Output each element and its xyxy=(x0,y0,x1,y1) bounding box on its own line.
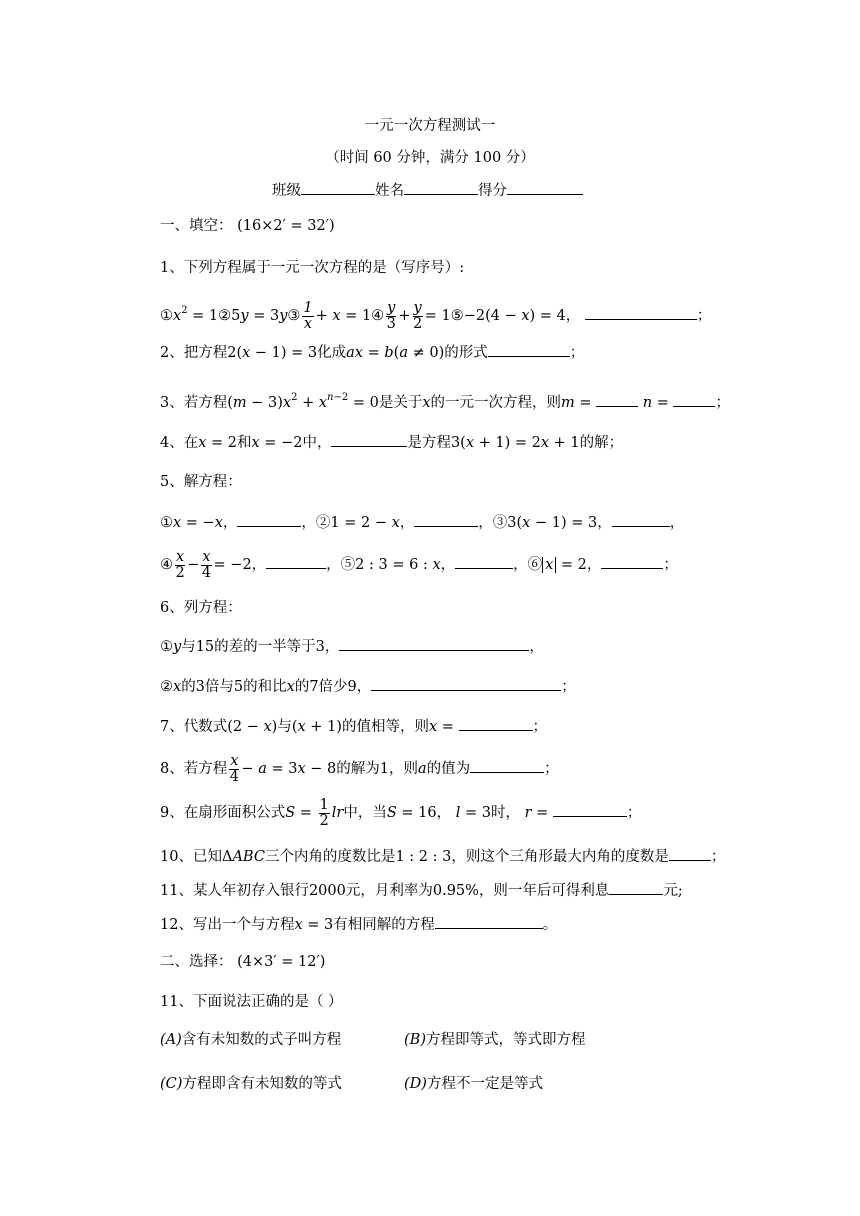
answer-blank xyxy=(331,432,407,447)
question-3: 3、若方程$(m - 3)x^2 + x^{n-2} = 0$是关于x的一元一次方程，则m = n = ； xyxy=(160,392,730,411)
q4-text: 4、在 xyxy=(160,435,199,451)
q9-text: 时， xyxy=(490,805,520,821)
q6-text: 的7倍少9， xyxy=(294,679,372,695)
question-11: 11、某人年初存入银行2000元，月利率为0.95%，则一年后可得利息 元; xyxy=(160,880,683,901)
q9-text: 中，当 xyxy=(343,805,387,821)
q11-text: 元，月利率为 xyxy=(345,883,433,899)
question-1: 1、下列方程属于一元一次方程的是（写序号）: xyxy=(160,260,465,276)
q4-text: 中， xyxy=(302,435,332,451)
q10-text: ，则这个三角形最大内角的度数是 xyxy=(451,849,669,865)
question-4: 4、在x = 2和x = −2中， 是方程3(x + 1) = 2x + 1的解； xyxy=(160,432,623,453)
q7-text: 与 xyxy=(277,719,292,735)
question-8: 8、若方程 $\frac{x}{4}$ − a = 3x − 8的解为1，则a的值为 ； xyxy=(160,752,559,785)
option-key: (A) xyxy=(160,1032,182,1048)
fraction: $\frac{y}{3}$ xyxy=(386,299,396,332)
question-6-2: ②x的3倍与5的和比x的7倍少9， ； xyxy=(160,676,576,697)
answer-blank xyxy=(435,914,543,929)
fraction: $\frac{1}{2}$ xyxy=(319,796,329,829)
name-blank xyxy=(404,180,478,195)
option-c xyxy=(160,1074,342,1094)
score-blank xyxy=(507,180,583,195)
q2-text: 化成 xyxy=(317,345,347,361)
score-label: 得分 xyxy=(478,183,507,199)
q10-text: 三个内角的度数比是 xyxy=(264,849,396,865)
question-9: 9、在扇形面积公式S = $\frac{1}{2}$ lr中，当S = 16， l = 3时， r = ； xyxy=(160,796,642,829)
answer-blank xyxy=(553,802,627,817)
q9-text: 9、在扇形面积公式 xyxy=(160,805,286,821)
option-key: (B) xyxy=(404,1032,426,1048)
class-blank xyxy=(301,180,375,195)
question-10: 10、已知ΔABC三个内角的度数比是1 : 2 : 3，则这个三角形最大内角的度数是 ； xyxy=(160,846,725,867)
option-key: (D) xyxy=(404,1076,427,1092)
page-subtitle: （时间 60 分钟，满分 100 分） xyxy=(325,150,535,166)
info-row xyxy=(272,180,583,201)
question-7: 7、代数式(2 − x)与(x + 1)的值相等，则x = ； xyxy=(160,716,547,737)
q6-text: 与15的差的一半等于3， xyxy=(181,639,340,655)
answer-blank xyxy=(339,636,529,651)
question-6: 6、列方程： xyxy=(160,600,242,616)
q8-text: 的解为1，则 xyxy=(336,761,418,777)
q3-text: 3、若方程 xyxy=(160,395,228,411)
answer-blank xyxy=(609,880,663,895)
q7-text: 7、代数式 xyxy=(160,719,228,735)
q6-text: 的3倍与5的和比 xyxy=(181,679,287,695)
option-d xyxy=(404,1074,543,1094)
section2-heading xyxy=(160,952,325,972)
option-key: (C) xyxy=(160,1076,183,1092)
section1-points: (16×2′ = 32′) xyxy=(237,218,335,234)
option-a xyxy=(160,1030,341,1050)
section1-heading xyxy=(160,216,335,236)
q4-text: 的解； xyxy=(579,435,624,451)
answer-blank xyxy=(455,554,513,569)
q2-text: 的形式 xyxy=(444,345,488,361)
q3-text: 是关于 xyxy=(378,395,423,411)
q12-text: 有相同解的方程 xyxy=(333,917,435,933)
question-5-row-1: ①x = −x， ，②1 = 2 − x， ，③3(x − 1) = 3， ， xyxy=(160,512,684,533)
option-text: 方程不一定是等式 xyxy=(426,1076,543,1092)
q8-text: 8、若方程 xyxy=(160,761,228,777)
section2-title: 二、选择： xyxy=(160,954,233,970)
name-label: 姓名 xyxy=(375,183,404,199)
fraction: $\frac{1}{x}$ xyxy=(303,299,313,332)
page-title: 一元一次方程测试一 xyxy=(364,118,496,134)
answer-blank xyxy=(673,392,715,407)
fraction: $\frac{x}{4}$ xyxy=(229,752,239,785)
answer-blank xyxy=(669,846,711,861)
q7-text: 的值相等，则 xyxy=(341,719,429,735)
option-text: 方程即含有未知数的等式 xyxy=(182,1076,342,1092)
question-2: 2、把方程2(x − 1) = 3化成ax = b(a ≠ 0)的形式 ； xyxy=(160,342,584,363)
answer-blank xyxy=(414,512,478,527)
q11-text: ，则一年后可得利息 xyxy=(478,883,610,899)
answer-blank xyxy=(237,512,301,527)
question-5: 5、解方程： xyxy=(160,474,242,490)
q3-text: 的一元一次方程，则 xyxy=(430,395,562,411)
section1-title: 一、填空： xyxy=(160,218,233,234)
class-label: 班级 xyxy=(272,183,301,199)
q10-text: 10、已知 xyxy=(160,849,222,865)
question-5-row-2: ④ $\frac{x}{2}$ − $\frac{x}{4}$ = −2， ，⑤2 : 3 = 6 : x， ，⑥ x = 2， ； xyxy=(160,548,678,581)
question-12: 12、写出一个与方程x = 3有相同解的方程 。 xyxy=(160,914,557,935)
q11-text: 11、某人年初存入银行 xyxy=(160,883,309,899)
answer-blank xyxy=(585,305,697,320)
answer-blank xyxy=(266,554,326,569)
answer-blank xyxy=(488,342,570,357)
option-text: 含有未知数的式子叫方程 xyxy=(181,1032,342,1048)
answer-blank xyxy=(459,716,533,731)
q4-text: 是方程 xyxy=(407,435,451,451)
answer-blank xyxy=(612,512,670,527)
fraction: $\frac{y}{2}$ xyxy=(413,299,423,332)
answer-blank xyxy=(596,392,638,407)
q8-text: 的值为 xyxy=(426,761,471,777)
option-b xyxy=(404,1030,585,1050)
q12-text: 12、写出一个与方程 xyxy=(160,917,295,933)
q11-text: 元; xyxy=(663,883,683,899)
question-1-options: $①x^2$ = 1②5y = 3y③ $\frac{1}{x}$ + x = 1④ $\frac{y}{3}$ + $\frac{y}{2}$ = 1⑤−2(4 − x) = 4， ； xyxy=(160,299,712,332)
mc-question: 11、下面说法正确的是（ ） xyxy=(160,994,343,1010)
section2-points: (4×3′ = 12′) xyxy=(237,954,326,970)
answer-blank xyxy=(601,554,663,569)
option-text: 方程即等式，等式即方程 xyxy=(425,1032,586,1048)
question-6-1: ①y与15的差的一半等于3， ， xyxy=(160,636,544,657)
q2-text: 2、把方程 xyxy=(160,345,228,361)
fraction: $\frac{x}{2}$ xyxy=(175,548,185,581)
fraction: $\frac{x}{4}$ xyxy=(201,548,212,581)
q4-text: 和 xyxy=(237,435,252,451)
answer-blank xyxy=(470,758,544,773)
answer-blank xyxy=(371,676,561,691)
